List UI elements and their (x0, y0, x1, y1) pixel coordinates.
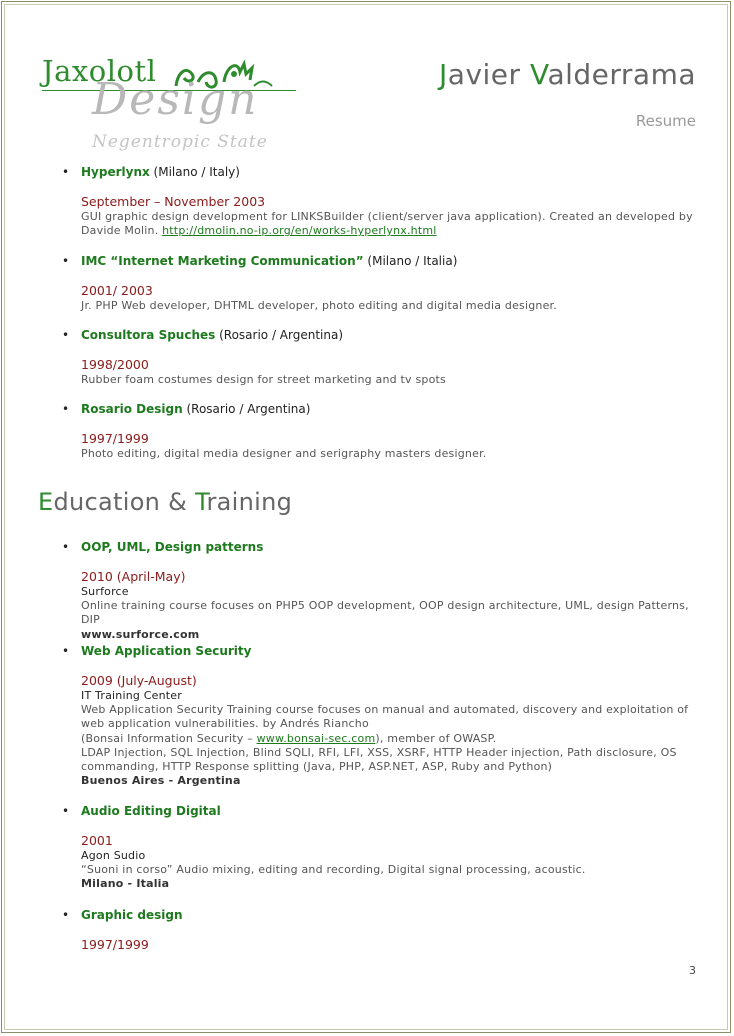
course-title: Audio Editing Digital (81, 804, 221, 818)
entry-date: 1998/2000 (81, 357, 149, 372)
org-location: (Milano / Italia) (363, 254, 458, 268)
education-entry: • Audio Editing Digital 2001 Agon Sudio “Suoni in corso” Audio mixing, editing and recording, Digital signal processing, acoustic. Milano - Italia (62, 803, 702, 892)
entry-extra: www.surforce.com (81, 627, 200, 641)
institution: Agon Sudio (81, 849, 146, 862)
institution: IT Training Center (81, 689, 182, 702)
org-location: (Rosario / Argentina) (182, 402, 311, 416)
company-logo (38, 50, 308, 160)
resume-owner-name: Javier Valderrama (439, 58, 696, 91)
bonsai-link[interactable]: www.bonsai-sec.com (256, 731, 376, 745)
experience-entry: • Hyperlynx (Milano / Italy) September – November 2003 GUI graphic design development for LINKSBuilder (client/server java application). Created an developed by Davide Molin. http://dmolin.no-ip.org/en/works-hyperlynx.html (62, 164, 702, 238)
entry-date: 2001 (81, 833, 113, 848)
education-entry: • OOP, UML, Design patterns 2010 (April-May) Surforce Online training course focuses on PHP5 OOP development, OOP design architecture, UML, design Patterns, DIP www.surforce.com (62, 539, 702, 642)
org-location: (Rosario / Argentina) (215, 328, 344, 342)
entry-description: Rubber foam costumes design for street marketing and tv spots (81, 373, 446, 386)
org-name: Rosario Design (81, 402, 183, 416)
institution: Surforce (81, 585, 129, 598)
logo-brand: Jaxolotl (42, 54, 157, 88)
entry-date: 2009 (July-August) (81, 673, 197, 688)
logo-design-text: Design (92, 74, 259, 125)
entry-description: Web Application Security Training course focuses on manual and automated, discovery and exploitation of (81, 703, 689, 717)
course-title: Graphic design (81, 908, 183, 922)
experience-entry: • Consultora Spuches (Rosario / Argentina) 1998/2000 Rubber foam costumes design for street marketing and tv spots (62, 327, 702, 387)
education-entry: • Graphic design 1997/1999 (62, 907, 702, 953)
entry-date: 2010 (April-May) (81, 569, 186, 584)
entry-description: “Suoni in corso” Audio mixing, editing and recording, Digital signal processing, acoustic. (81, 863, 586, 877)
entry-date: September – November 2003 (81, 194, 266, 209)
org-name: Consultora Spuches (81, 328, 216, 342)
entry-description: Online training course focuses on PHP5 OOP development, OOP design architecture, UML, design Patterns, DIP (81, 599, 689, 627)
section-title-education: Education & Training (38, 488, 293, 516)
document-label: Resume (635, 112, 696, 130)
entry-date: 2001/ 2003 (81, 283, 153, 298)
education-entry: • Web Application Security 2009 (July-August) IT Training Center Web Application Security Training course focuses on manual and automated, discovery and exploitation of web application vulnerabilities. by Andrés Riancho (Bonsai Information Security – www.bonsai-sec.com), member of OWASP. LDAP Injection, SQL Injection, Blind SQLI, RFI, LFI, XSS, XSRF, HTTP Header injection, Path disclosure, OS commanding, HTTP Response splitting (Java, PHP, ASP.NET, ASP, Ruby and Python) Buenos Aires - Argentina (62, 643, 702, 788)
entry-description: GUI graphic design development for LINKSBuilder (client/server java application). Created an developed by (81, 210, 693, 223)
org-location: (Milano / Italy) (149, 165, 240, 179)
entry-description: Jr. PHP Web developer, DHTML developer, photo editing and digital media designer. (81, 299, 557, 312)
experience-entry: • IMC “Internet Marketing Communication” (Milano / Italia) 2001/ 2003 Jr. PHP Web developer, DHTML developer, photo editing and digital media designer. (62, 253, 702, 313)
course-title: Web Application Security (81, 644, 252, 658)
entry-extra: Milano - Italia (81, 877, 170, 891)
entry-date: 1997/1999 (81, 431, 149, 446)
experience-entry: • Rosario Design (Rosario / Argentina) 1997/1999 Photo editing, digital media designer and serigraphy masters designer. (62, 401, 702, 461)
entry-description: Photo editing, digital media designer and serigraphy masters designer. (81, 447, 487, 460)
org-name: Hyperlynx (81, 165, 150, 179)
page-number: 3 (689, 964, 696, 977)
portfolio-link[interactable]: http://dmolin.no-ip.org/en/works-hyperlynx.html (162, 224, 437, 238)
entry-extra: Buenos Aires - Argentina (81, 774, 241, 788)
org-name: IMC “Internet Marketing Communication” (81, 254, 364, 268)
logo-tagline: Negentropic State (92, 132, 268, 152)
entry-date: 1997/1999 (81, 937, 149, 952)
course-title: OOP, UML, Design patterns (81, 540, 264, 554)
